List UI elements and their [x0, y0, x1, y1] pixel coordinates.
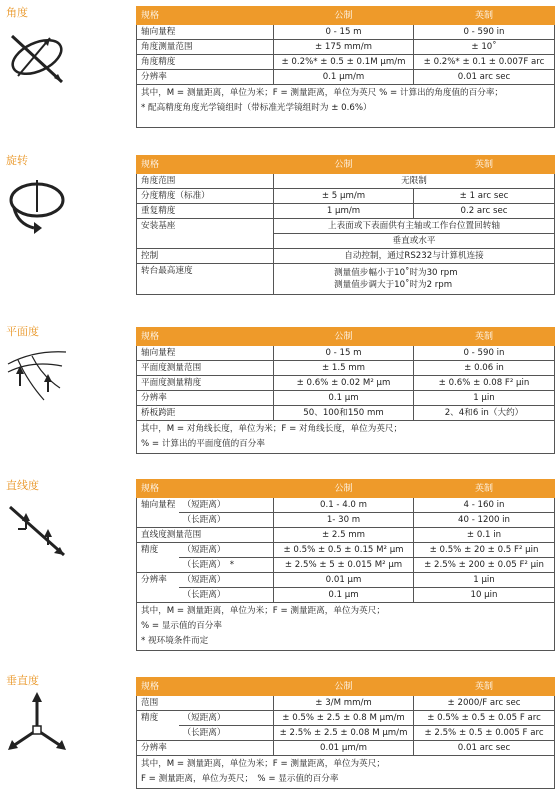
sub-label: （长距离） * — [179, 558, 274, 573]
imperial-value: ± 2000/F arc sec — [414, 696, 555, 711]
table-row — [137, 189, 555, 204]
header-metric: 公制 — [274, 678, 414, 696]
imperial-value: ± 0.6% ± 0.08 F² µin — [414, 376, 555, 391]
table-row — [137, 696, 555, 711]
header-spec: 规格 — [137, 328, 274, 346]
imperial-value: 0.01 arc sec — [414, 741, 555, 756]
note-text: % = 显示值的百分率 — [141, 621, 222, 631]
table-header — [137, 7, 555, 25]
sub-label: （长距离） — [179, 726, 274, 741]
table-row — [137, 726, 555, 741]
imperial-value: 0.01 arc sec — [414, 70, 555, 85]
metric-value: 0 - 15 m — [274, 346, 414, 361]
table-row — [137, 711, 555, 726]
table-row — [137, 204, 555, 219]
metric-value: 50、100和150 mm — [274, 406, 414, 421]
table-header — [137, 480, 555, 498]
row-label: 精度 — [137, 711, 179, 741]
row-label: 角度范围 — [137, 174, 274, 189]
imperial-value: 1 µin — [414, 391, 555, 406]
table-row — [137, 346, 555, 361]
angle-icon — [4, 24, 70, 90]
notes-row — [137, 603, 555, 651]
sub-label: （长距离） — [179, 513, 274, 528]
table-row — [137, 249, 555, 264]
rotation-icon — [4, 172, 70, 238]
imperial-value: 40 - 1200 in — [414, 513, 555, 528]
imperial-value: ± 2.5% ± 0.5 ± 0.005 F arc — [414, 726, 555, 741]
table-row — [137, 741, 555, 756]
table-row — [137, 174, 555, 189]
note-text: * 视环境条件而定 — [141, 636, 209, 646]
header-imperial: 英制 — [414, 156, 555, 174]
metric-value: 0.1 µm/m — [274, 70, 414, 85]
row-label: 分度精度（标准） — [137, 189, 274, 204]
merged-value: 上表面或下表面供有主轴或工作台位置回转轴 — [274, 219, 555, 234]
imperial-value: 0 - 590 in — [414, 346, 555, 361]
note-text: F = 测量距离，单位为英尺； % = 显示值的百分率 — [141, 774, 339, 784]
sub-label: （短距离） — [179, 573, 274, 588]
note-text: 其中，M = 对角线长度，单位为米；F = 对角线长度，单位为英尺； — [141, 424, 403, 434]
flatness-spec-table — [136, 327, 555, 454]
straightness-spec-table — [136, 479, 555, 651]
row-label: 角度测量范围 — [137, 40, 274, 55]
angle-spec-table — [136, 6, 555, 128]
imperial-value: ± 0.1 in — [414, 528, 555, 543]
metric-value: 0.01 µm/m — [274, 741, 414, 756]
header-metric: 公制 — [274, 480, 414, 498]
imperial-value: ± 0.5% ± 0.5 ± 0.05 F arc — [414, 711, 555, 726]
metric-value: ± 2.5% ± 5 ± 0.015 M² µm — [274, 558, 414, 573]
notes-row — [137, 421, 555, 454]
row-label: 平面度测量范围 — [137, 361, 274, 376]
table-row — [137, 573, 555, 588]
sub-label: （长距离） — [179, 588, 274, 603]
note-text: * 配高精度角度光学镜组时（带标准光学镜组时为 ± 0.6%） — [141, 103, 372, 113]
row-label: 轴向量程 — [137, 25, 274, 40]
metric-value: 0.1 µm — [274, 588, 414, 603]
sub-label: （短距离） — [179, 711, 274, 726]
header-metric: 公制 — [274, 156, 414, 174]
speed-note: 测量值步调大于10˚时为2 rpm — [334, 280, 453, 290]
header-metric: 公制 — [274, 7, 414, 25]
notes-row — [137, 756, 555, 789]
imperial-value: 4 - 160 in — [414, 498, 555, 513]
notes-row — [137, 85, 555, 128]
metric-value: 1 µm/m — [274, 204, 414, 219]
header-metric: 公制 — [274, 328, 414, 346]
header-imperial: 英制 — [414, 328, 555, 346]
table-row — [137, 25, 555, 40]
imperial-value: ± 0.06 in — [414, 361, 555, 376]
imperial-value: ± 0.2%* ± 0.1 ± 0.007F arc — [414, 55, 555, 70]
speed-note: 测量值步幅小于10˚时为30 rpm — [334, 268, 458, 278]
row-label: 范围 — [137, 696, 274, 711]
table-row — [137, 264, 555, 295]
header-imperial: 英制 — [414, 678, 555, 696]
row-label: 精度 — [137, 543, 179, 573]
rotation-spec-table — [136, 155, 555, 295]
table-row — [137, 391, 555, 406]
row-label: 角度精度 — [137, 55, 274, 70]
table-row — [137, 376, 555, 391]
metric-value: ± 2.5% ± 2.5 ± 0.08 M µm/m — [274, 726, 414, 741]
sub-label: （短距离） — [179, 498, 274, 513]
row-label: 分辨率 — [137, 741, 274, 756]
row-label: 直线度测量范围 — [137, 528, 274, 543]
squareness-spec-table — [136, 677, 555, 789]
metric-value: ± 0.6% ± 0.02 M² µm — [274, 376, 414, 391]
rotation-section-title: 旋转 — [6, 154, 28, 167]
table-row — [137, 219, 555, 234]
table-header — [137, 156, 555, 174]
row-label: 分辨率 — [137, 391, 274, 406]
flatness-icon — [4, 342, 70, 408]
note-text: 其中，M = 测量距离，单位为米；F = 测量距离，单位为英尺； — [141, 606, 385, 616]
header-imperial: 英制 — [414, 7, 555, 25]
squareness-section-title: 垂直度 — [6, 674, 39, 687]
sub-label: （短距离） — [179, 543, 274, 558]
metric-value: 0.1 - 4.0 m — [274, 498, 414, 513]
table-row — [137, 498, 555, 513]
table-row — [137, 40, 555, 55]
imperial-value: 2、4和6 in（大约） — [414, 406, 555, 421]
merged-value: 无限制 — [274, 174, 555, 189]
imperial-value: ± 2.5% ± 200 ± 0.05 F² µin — [414, 558, 555, 573]
table-row — [137, 528, 555, 543]
table-row — [137, 513, 555, 528]
table-row — [137, 588, 555, 603]
metric-value: ± 2.5 mm — [274, 528, 414, 543]
table-header — [137, 678, 555, 696]
angle-section-title: 角度 — [6, 6, 28, 19]
metric-value: ± 0.2%* ± 0.5 ± 0.1M µm/m — [274, 55, 414, 70]
squareness-icon — [4, 692, 70, 758]
table-row — [137, 406, 555, 421]
metric-value: 0.1 µm — [274, 391, 414, 406]
row-label: 轴向量程 — [137, 346, 274, 361]
metric-value: 1- 30 m — [274, 513, 414, 528]
flatness-section-title: 平面度 — [6, 325, 39, 338]
metric-value: 0 - 15 m — [274, 25, 414, 40]
straightness-section-title: 直线度 — [6, 479, 39, 492]
note-text: 其中，M = 测量距离，单位为米；F = 测量距离，单位为英尺 % = 计算出的角度值的百分率； — [141, 88, 504, 98]
imperial-value: ± 10˚ — [414, 40, 555, 55]
metric-value: ± 1.5 mm — [274, 361, 414, 376]
header-imperial: 英制 — [414, 480, 555, 498]
header-spec: 规格 — [137, 156, 274, 174]
metric-value: 0.01 µm — [274, 573, 414, 588]
row-label: 控制 — [137, 249, 274, 264]
note-text: % = 计算出的平面度值的百分率 — [141, 439, 265, 449]
row-label: 分辨率 — [137, 573, 179, 603]
header-spec: 规格 — [137, 678, 274, 696]
imperial-value: ± 1 arc sec — [414, 189, 555, 204]
table-row — [137, 55, 555, 70]
table-row — [137, 543, 555, 558]
imperial-value: 1 µin — [414, 573, 555, 588]
metric-value: ± 0.5% ± 0.5 ± 0.15 M² µm — [274, 543, 414, 558]
row-label: 桥板跨距 — [137, 406, 274, 421]
imperial-value: 0.2 arc sec — [414, 204, 555, 219]
metric-value: ± 5 µm/m — [274, 189, 414, 204]
row-label: 轴向量程 — [137, 498, 179, 528]
metric-value: ± 175 mm/m — [274, 40, 414, 55]
note-text: 其中，M = 测量距离，单位为米；F = 测量距离，单位为英尺； — [141, 759, 385, 769]
row-label: 安装基座 — [137, 219, 274, 249]
table-row — [137, 558, 555, 573]
table-row — [137, 70, 555, 85]
row-label: 平面度测量精度 — [137, 376, 274, 391]
row-label: 分辨率 — [137, 70, 274, 85]
straightness-icon — [4, 497, 70, 563]
imperial-value: 0 - 590 in — [414, 25, 555, 40]
table-row — [137, 361, 555, 376]
table-header — [137, 328, 555, 346]
row-label: 转台最高速度 — [137, 264, 274, 295]
merged-value: 自动控制，通过RS232与计算机连接 — [274, 249, 555, 264]
merged-value: 垂直或水平 — [274, 234, 555, 249]
imperial-value: ± 0.5% ± 20 ± 0.5 F² µin — [414, 543, 555, 558]
row-label: 重复精度 — [137, 204, 274, 219]
header-spec: 规格 — [137, 480, 274, 498]
metric-value: ± 0.5% ± 2.5 ± 0.8 M µm/m — [274, 711, 414, 726]
imperial-value: 10 µin — [414, 588, 555, 603]
metric-value: ± 3/M mm/m — [274, 696, 414, 711]
header-spec: 规格 — [137, 7, 274, 25]
